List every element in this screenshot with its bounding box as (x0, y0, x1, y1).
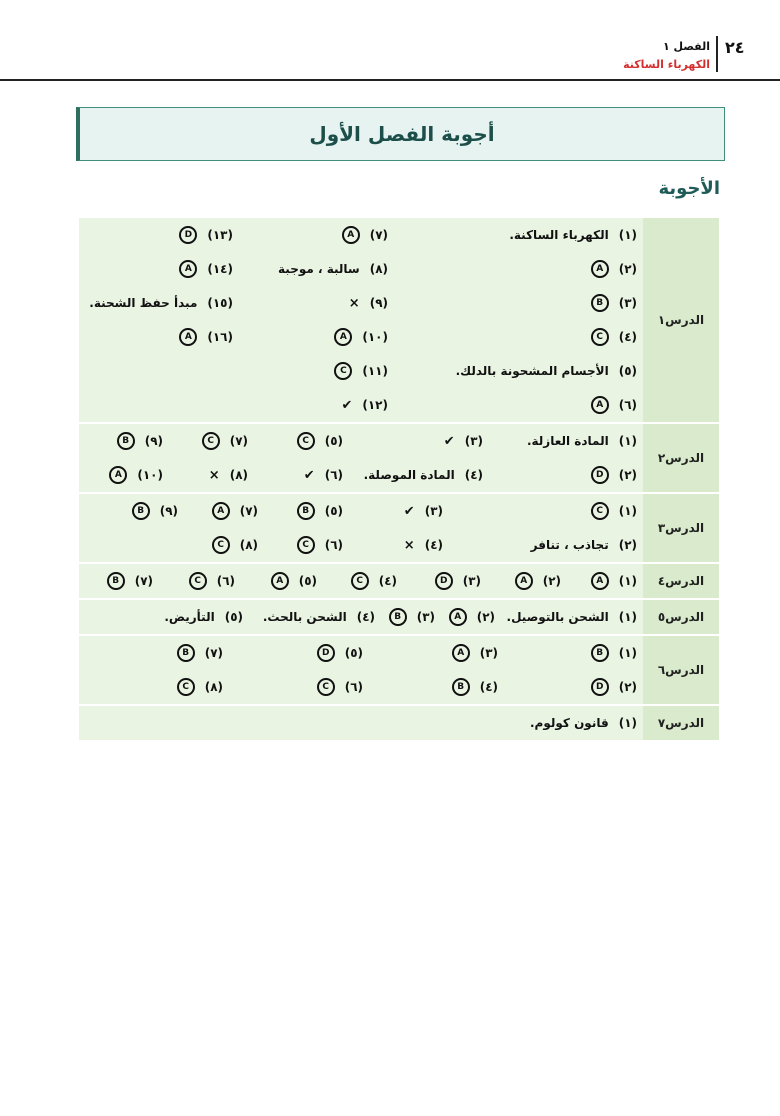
answer-item (107, 564, 153, 598)
answer-line (79, 320, 643, 354)
choice-circle: A (591, 260, 609, 278)
page-number: ٢٤ (725, 38, 745, 57)
answer-line (79, 286, 643, 320)
choice-circle: A (179, 260, 197, 278)
answers-table (79, 218, 719, 742)
answer-item (444, 424, 483, 458)
cross-mark-icon: × (208, 467, 220, 483)
answer-item (212, 494, 258, 528)
choice-circle: B (177, 644, 195, 662)
lesson-answers (79, 705, 643, 741)
answer-item (179, 218, 233, 252)
answer-item (209, 458, 248, 492)
lesson-row (79, 705, 719, 741)
choice-circle: D (179, 226, 197, 244)
answer-text: المادة العازلة. (526, 434, 609, 448)
answer-item (364, 458, 483, 492)
answer-line (79, 458, 643, 492)
choice-circle: B (591, 644, 609, 662)
choice-circle: A (515, 572, 533, 590)
question-number: (١٠) (137, 468, 163, 482)
question-number: (٥) (324, 504, 343, 518)
answer-line (79, 424, 643, 458)
choice-circle: A (212, 502, 230, 520)
question-number: (١٣) (207, 228, 233, 242)
question-number: (٢) (618, 680, 637, 694)
lesson-row (79, 563, 719, 599)
check-mark-icon: ✔ (443, 433, 455, 449)
chapter-label: الفصل ١ (662, 40, 710, 53)
choice-circle: A (271, 572, 289, 590)
answer-item (591, 494, 637, 528)
choice-circle: A (591, 396, 609, 414)
page-title: أجوبة الفصل الأول (309, 122, 495, 146)
lesson-label: الدرس٧ (643, 705, 719, 741)
answer-item (179, 320, 233, 354)
question-number: (٨) (239, 538, 258, 552)
answer-item (591, 286, 637, 320)
question-number: (٩) (144, 434, 163, 448)
answer-text: تجاذب ، تنافر (530, 538, 609, 552)
question-number: (٩) (159, 504, 178, 518)
question-number: (١) (618, 716, 637, 730)
answer-text: قانون كولوم. (530, 716, 609, 730)
question-number: (١١) (362, 364, 388, 378)
answer-item (591, 564, 637, 598)
question-number: (٧) (239, 504, 258, 518)
answer-item (507, 600, 637, 634)
question-number: (٨) (369, 262, 388, 276)
answer-line (79, 494, 643, 528)
answer-item (263, 600, 375, 634)
answer-item (164, 600, 243, 634)
answer-item (349, 286, 388, 320)
answer-item (351, 564, 397, 598)
choice-circle: C (297, 536, 315, 554)
answer-item (179, 252, 233, 286)
question-number: (٣) (479, 646, 498, 660)
question-number: (٦) (344, 680, 363, 694)
question-number: (١) (618, 434, 637, 448)
title-banner (76, 107, 725, 161)
choice-circle: B (452, 678, 470, 696)
choice-circle: C (351, 572, 369, 590)
lesson-label: الدرس٣ (643, 493, 719, 563)
answer-item (404, 528, 443, 562)
question-number: (٤) (378, 574, 397, 588)
answer-item (591, 388, 637, 422)
choice-circle: B (389, 608, 407, 626)
answer-text: الأجسام المشحونة بالدلك. (455, 364, 609, 378)
answer-item (527, 424, 637, 458)
answer-item (317, 670, 363, 704)
choice-circle: B (297, 502, 315, 520)
question-number: (٨) (229, 468, 248, 482)
lesson-row (79, 218, 719, 423)
lesson-answers (79, 423, 643, 493)
lesson-answers (79, 563, 643, 599)
answer-text: سالبة ، موجبة (278, 262, 360, 276)
choice-circle: D (435, 572, 453, 590)
answer-item (342, 218, 388, 252)
answer-text: التأريض. (164, 610, 215, 624)
answer-item (531, 528, 637, 562)
lesson-answers (79, 493, 643, 563)
answer-item (435, 564, 481, 598)
answer-text: الشحن بالحث. (262, 610, 347, 624)
lesson-answers (79, 218, 643, 423)
question-number: (٤) (356, 610, 375, 624)
question-number: (٥) (618, 364, 637, 378)
answer-item (202, 424, 248, 458)
choice-circle: D (591, 678, 609, 696)
question-number: (٤) (464, 468, 483, 482)
answer-item (591, 636, 637, 670)
answer-line (79, 528, 643, 562)
answer-line (79, 252, 643, 286)
choice-circle: A (452, 644, 470, 662)
question-number: (١) (618, 228, 637, 242)
question-number: (٧) (369, 228, 388, 242)
question-number: (٧) (204, 646, 223, 660)
answer-line (79, 600, 643, 634)
question-number: (٦) (324, 468, 343, 482)
answer-item (177, 670, 223, 704)
question-number: (٤) (479, 680, 498, 694)
answer-line (79, 354, 643, 388)
answer-item (334, 320, 388, 354)
question-number: (١) (618, 610, 637, 624)
answer-item (591, 458, 637, 492)
question-number: (١٦) (207, 330, 233, 344)
choice-circle: D (317, 644, 335, 662)
check-mark-icon: ✔ (341, 397, 353, 413)
answer-text: الشحن بالتوصيل. (506, 610, 609, 624)
answer-item (177, 636, 223, 670)
answer-item (456, 354, 637, 388)
lesson-label: الدرس٦ (643, 635, 719, 705)
answer-text: مبدأ حفظ الشحنة. (89, 296, 198, 310)
cross-mark-icon: × (403, 537, 415, 553)
question-number: (١) (618, 646, 637, 660)
choice-circle: A (334, 328, 352, 346)
answer-line (79, 218, 643, 252)
question-number: (٢) (476, 610, 495, 624)
answer-text: الكهرباء الساكنة. (509, 228, 609, 242)
answer-item (212, 528, 258, 562)
lesson-answers (79, 635, 643, 705)
lesson-row (79, 493, 719, 563)
answer-item (317, 636, 363, 670)
choice-circle: B (107, 572, 125, 590)
question-number: (٢) (618, 262, 637, 276)
chapter-subtitle: الكهرباء الساكنة (623, 58, 710, 71)
answer-line (79, 670, 643, 704)
question-number: (١) (618, 574, 637, 588)
header-divider (716, 36, 718, 72)
question-number: (٥) (324, 434, 343, 448)
question-number: (٩) (369, 296, 388, 310)
answer-item (297, 528, 343, 562)
lesson-row (79, 599, 719, 635)
answer-item (278, 252, 388, 286)
question-number: (١٥) (207, 296, 233, 310)
question-number: (٥) (298, 574, 317, 588)
choice-circle: C (334, 362, 352, 380)
question-number: (١٠) (362, 330, 388, 344)
answer-item (452, 670, 498, 704)
question-number: (٣) (416, 610, 435, 624)
answer-item (297, 494, 343, 528)
answer-item (117, 424, 163, 458)
answer-item (509, 218, 637, 252)
choice-circle: A (109, 466, 127, 484)
choice-circle: C (317, 678, 335, 696)
answer-item (334, 354, 388, 388)
question-number: (١٢) (362, 398, 388, 412)
question-number: (٤) (424, 538, 443, 552)
lesson-row (79, 635, 719, 705)
question-number: (١٤) (207, 262, 233, 276)
question-number: (٤) (618, 330, 637, 344)
choice-circle: C (297, 432, 315, 450)
answer-item (271, 564, 317, 598)
answer-line (79, 636, 643, 670)
choice-circle: B (132, 502, 150, 520)
answer-item (404, 494, 443, 528)
answer-line (79, 706, 643, 740)
question-number: (٢) (618, 538, 637, 552)
check-mark-icon: ✔ (303, 467, 315, 483)
choice-circle: C (189, 572, 207, 590)
answer-item (189, 564, 235, 598)
lesson-label: الدرس١ (643, 218, 719, 423)
choice-circle: B (117, 432, 135, 450)
question-number: (٦) (324, 538, 343, 552)
answer-item (304, 458, 343, 492)
answer-line (79, 564, 643, 598)
lesson-label: الدرس٤ (643, 563, 719, 599)
choice-circle: C (177, 678, 195, 696)
question-number: (٦) (618, 398, 637, 412)
question-number: (١) (618, 504, 637, 518)
lesson-row (79, 423, 719, 493)
question-number: (٦) (216, 574, 235, 588)
choice-circle: A (179, 328, 197, 346)
question-number: (٥) (224, 610, 243, 624)
section-heading: الأجوبة (658, 178, 720, 199)
question-number: (٣) (424, 504, 443, 518)
answer-item (297, 424, 343, 458)
choice-circle: A (591, 572, 609, 590)
answer-item (132, 494, 178, 528)
lesson-answers (79, 599, 643, 635)
answer-item (530, 706, 637, 740)
answer-item (449, 600, 495, 634)
answer-item (591, 670, 637, 704)
question-number: (٧) (229, 434, 248, 448)
question-number: (٧) (134, 574, 153, 588)
choice-circle: C (591, 502, 609, 520)
choice-circle: D (591, 466, 609, 484)
answer-text: المادة الموصلة. (363, 468, 455, 482)
choice-circle: C (591, 328, 609, 346)
question-number: (٨) (204, 680, 223, 694)
answer-item (515, 564, 561, 598)
question-number: (٣) (464, 434, 483, 448)
answer-item (591, 320, 637, 354)
answer-line (79, 388, 643, 422)
lesson-label: الدرس٥ (643, 599, 719, 635)
question-number: (٢) (618, 468, 637, 482)
question-number: (٣) (462, 574, 481, 588)
check-mark-icon: ✔ (403, 503, 415, 519)
answer-item (89, 286, 233, 320)
answer-item (341, 388, 388, 422)
choice-circle: C (212, 536, 230, 554)
choice-circle: A (449, 608, 467, 626)
answer-item (591, 252, 637, 286)
answer-item (452, 636, 498, 670)
question-number: (٥) (344, 646, 363, 660)
choice-circle: C (202, 432, 220, 450)
lesson-label: الدرس٢ (643, 423, 719, 493)
answer-item (109, 458, 163, 492)
answers-table-body (79, 218, 719, 741)
answer-item (389, 600, 435, 634)
question-number: (٢) (542, 574, 561, 588)
header-rule (0, 79, 780, 81)
choice-circle: A (342, 226, 360, 244)
cross-mark-icon: × (348, 295, 360, 311)
choice-circle: B (591, 294, 609, 312)
question-number: (٣) (618, 296, 637, 310)
